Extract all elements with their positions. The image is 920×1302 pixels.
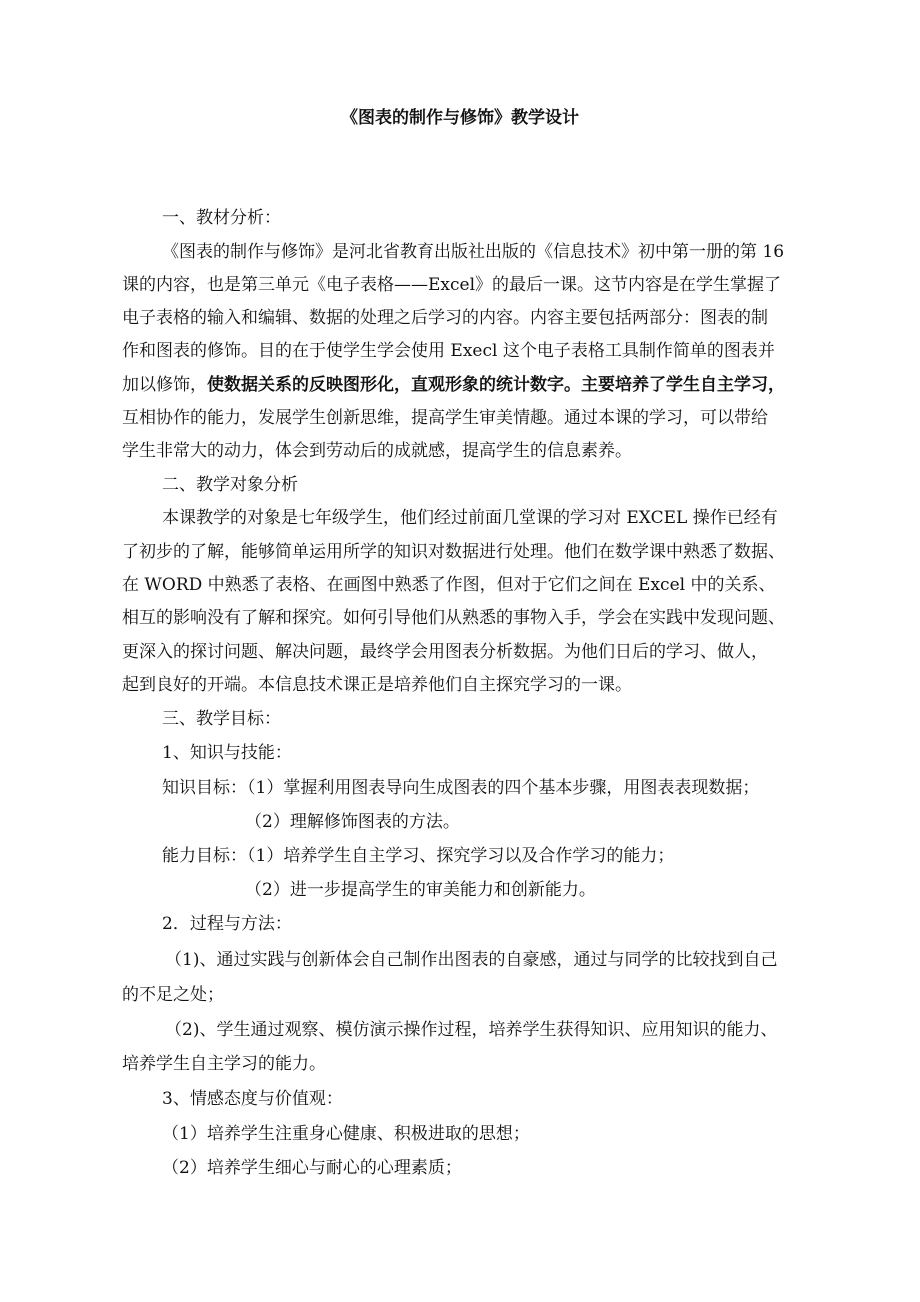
goal-line: （1）培养学生注重身心健康、积极进取的思想； (162, 1124, 530, 1144)
paragraph-line: 的不足之处； (122, 985, 224, 1005)
goal-line: （2）进一步提高学生的审美能力和创新能力。 (245, 880, 596, 900)
goal-line: （2）理解修饰图表的方法。 (245, 812, 460, 832)
section-heading-textbook-analysis: 一、教材分析： (162, 208, 281, 228)
paragraph-line: 《图表的制作与修饰》是河北省教育出版社出版的《信息技术》初中第一册的第 16 (162, 242, 785, 262)
paragraph-line: 更深入的探讨问题、解决问题，最终学会用图表分析数据。为他们日后的学习、做人， (122, 642, 768, 662)
text-run: 加以修饰， (122, 375, 207, 395)
bold-text-run: 使数据关系的反映图形化，直观形象的统计数字。主要培养了学生自主学习， (207, 375, 785, 395)
section-heading-teaching-goals: 三、教学目标： (162, 709, 281, 729)
subheading-knowledge-skills: 1、知识与技能： (162, 743, 292, 763)
document-title: 《图表的制作与修饰》教学设计 (341, 108, 579, 128)
goal-line: 知识目标：（1）掌握利用图表导向生成图表的四个基本步骤，用图表表现数据； (162, 778, 760, 798)
paragraph-line: 课的内容，也是第三单元《电子表格——Excel》的最后一课。这节内容是在学生掌握了 (122, 275, 782, 295)
paragraph-line: 了初步的了解，能够简单运用所学的知识对数据进行处理。他们在数学课中熟悉了数据、 (122, 542, 785, 562)
goal-line: 能力目标：（1）培养学生自主学习、探究学习以及合作学习的能力； (162, 846, 675, 866)
section-heading-audience-analysis: 二、教学对象分析 (162, 475, 298, 495)
paragraph-line: 作和图表的修饰。目的在于使学生学会使用 Execl 这个电子表格工具制作简单的图表并 (122, 341, 775, 361)
paragraph-line: （1)、通过实践与创新体会自己制作出图表的自豪感，通过与同学的比较找到自己 (165, 950, 778, 970)
paragraph-line: 本课教学的对象是七年级学生，他们经过前面几堂课的学习对 EXCEL 操作已经有 (162, 508, 778, 528)
subheading-process-method: 2．过程与方法： (162, 914, 292, 934)
paragraph-line: 在 WORD 中熟悉了表格、在画图中熟悉了作图，但对于它们之间在 Excel 中的关系、 (122, 575, 776, 595)
paragraph-line (122, 373, 785, 397)
paragraph-line: 电子表格的输入和编辑、数据的处理之后学习的内容。内容主要包括两部分：图表的制 (122, 308, 768, 328)
paragraph-line: （2)、学生通过观察、模仿演示操作过程，培养学生获得知识、应用知识的能力、 (165, 1020, 778, 1040)
paragraph-line: 学生非常大的动力，体会到劳动后的成就感，提高学生的信息素养。 (122, 441, 632, 461)
paragraph-line: 培养学生自主学习的能力。 (122, 1054, 326, 1074)
paragraph-line: 相互的影响没有了解和探究。如何引导他们从熟悉的事物入手，学会在实践中发现问题、 (122, 608, 785, 628)
subheading-emotion-values: 3、情感态度与价值观： (162, 1089, 343, 1109)
paragraph-line: 互相协作的能力，发展学生创新思维，提高学生审美情趣。通过本课的学习，可以带给 (122, 408, 768, 428)
paragraph-line: 起到良好的开端。本信息技术课正是培养他们自主探究学习的一课。 (122, 675, 632, 695)
goal-line: （2）培养学生细心与耐心的心理素质； (162, 1158, 462, 1178)
